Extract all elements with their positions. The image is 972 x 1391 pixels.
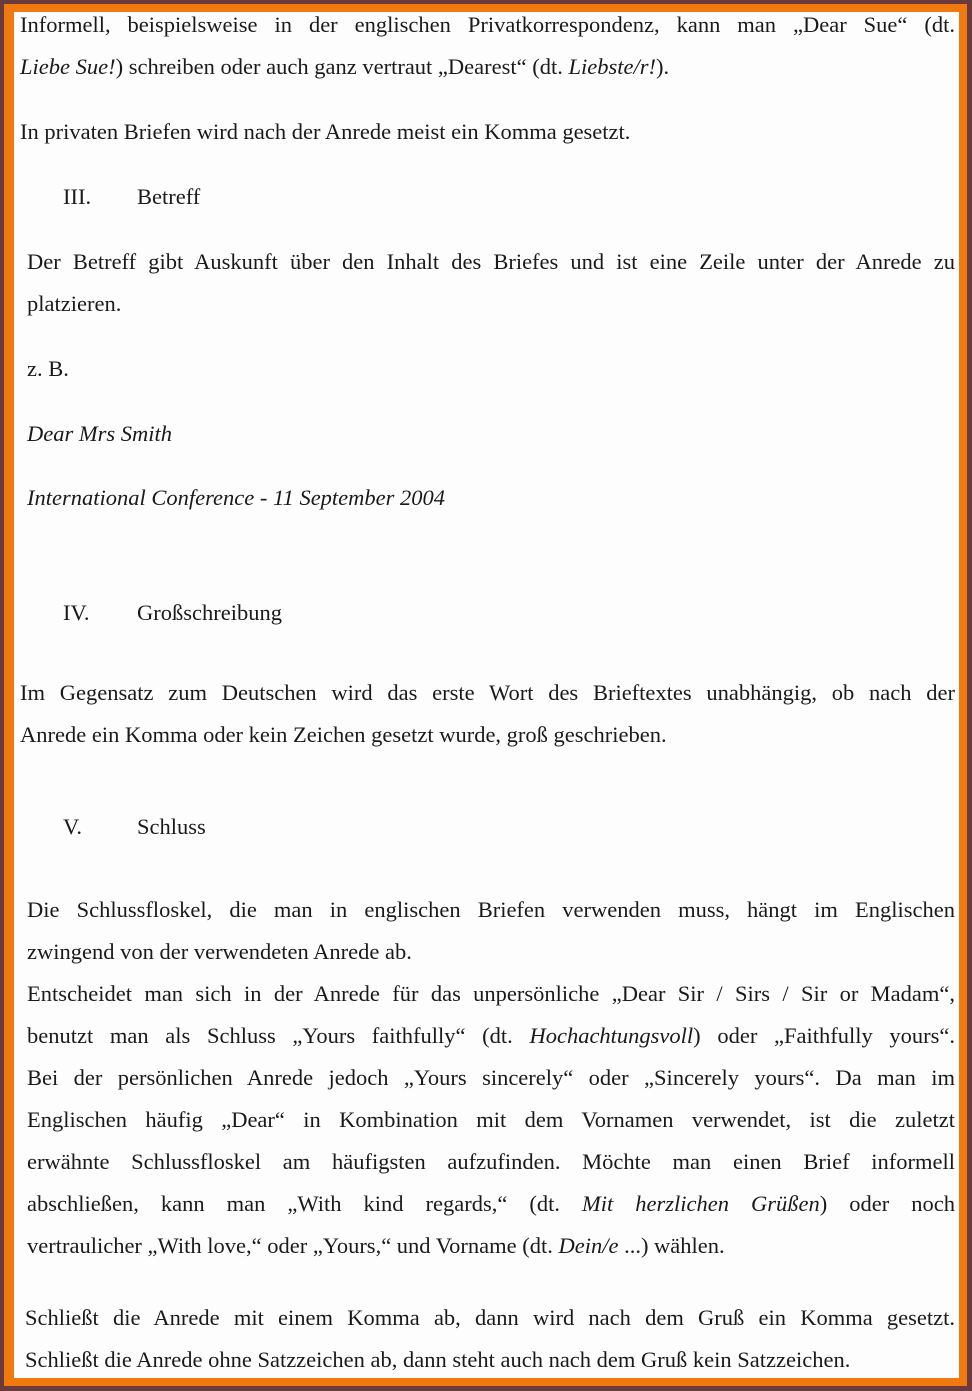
text: Der Betreff gibt Auskunft über den Inhalt des Briefes und ist eine Zeile unter der Anrede zu bbox=[27, 249, 955, 274]
text: Entscheidet man sich in der Anrede für das unpersönliche „Dear Sir / Sirs / Sir or Madam“, bbox=[27, 981, 955, 1006]
paragraph-line bbox=[27, 980, 955, 1008]
section-number bbox=[63, 813, 82, 841]
text: Anrede ein Komma oder kein Zeichen gesetzt wurde, groß geschrieben. bbox=[20, 722, 667, 747]
text: In privaten Briefen wird nach der Anrede meist ein Komma gesetzt. bbox=[20, 119, 631, 144]
paragraph-line bbox=[27, 938, 412, 966]
text: abschließen, kann man „With kind regards,“ (dt. bbox=[27, 1191, 582, 1216]
example-label bbox=[27, 355, 69, 383]
italic-text: Mit herzlichen Grüßen bbox=[581, 1191, 820, 1216]
text: Im Gegensatz zum Deutschen wird das erste Wort des Brieftextes unabhängig, ob nach der bbox=[20, 680, 955, 705]
text: IV. bbox=[63, 600, 90, 625]
italic-text: Dear Mrs Smith bbox=[27, 421, 172, 446]
paragraph-line bbox=[20, 11, 955, 39]
paragraph-line bbox=[27, 290, 121, 318]
italic-text: International Conference - 11 September 2004 bbox=[27, 485, 446, 510]
section-number bbox=[63, 599, 89, 627]
text: Großschreibung bbox=[137, 600, 282, 625]
paragraph-line bbox=[27, 1148, 955, 1176]
paragraph-line bbox=[25, 1346, 850, 1374]
paragraph-line bbox=[20, 721, 667, 749]
text: V. bbox=[63, 814, 82, 839]
text: benutzt man als Schluss „Yours faithfully“ (dt. bbox=[27, 1023, 530, 1048]
section-heading bbox=[137, 183, 200, 211]
example-line bbox=[27, 484, 445, 512]
text: ) oder noch bbox=[819, 1191, 956, 1216]
text: erwähnte Schlussfloskel am häufigsten aufzufinden. Möchte man einen Brief informell bbox=[27, 1149, 955, 1174]
paragraph-line bbox=[27, 1064, 955, 1092]
text: Schluss bbox=[137, 814, 206, 839]
text: Schließt die Anrede mit einem Komma ab, dann wird nach dem Gruß ein Komma gesetzt. bbox=[25, 1305, 955, 1330]
text: zwingend von der verwendeten Anrede ab. bbox=[27, 939, 412, 964]
text: vertraulicher „With love,“ oder „Yours,“ und Vorname (dt. bbox=[27, 1233, 559, 1258]
italic-text: Hochachtungsvoll bbox=[529, 1023, 694, 1048]
paragraph-line bbox=[27, 248, 955, 276]
section-number bbox=[63, 183, 91, 211]
paragraph-line bbox=[27, 1232, 725, 1260]
text: III. bbox=[63, 184, 92, 209]
example-line bbox=[27, 420, 172, 448]
paragraph-line bbox=[27, 1106, 955, 1134]
paragraph-line bbox=[20, 53, 669, 81]
paragraph-line bbox=[27, 1022, 955, 1050]
text: ). bbox=[655, 54, 670, 79]
text: ...) wählen. bbox=[618, 1233, 725, 1258]
text: z. B. bbox=[27, 356, 69, 381]
paragraph-line bbox=[20, 118, 630, 146]
text: platzieren. bbox=[27, 291, 122, 316]
paragraph-line bbox=[25, 1304, 955, 1332]
italic-text: Liebe Sue! bbox=[20, 54, 116, 79]
section-heading bbox=[137, 813, 206, 841]
section-heading bbox=[137, 599, 282, 627]
paragraph-line bbox=[20, 679, 955, 707]
paragraph-line bbox=[27, 896, 955, 924]
text: Betreff bbox=[137, 184, 201, 209]
text: Die Schlussfloskel, die man in englischen Briefen verwenden muss, hängt im Englischen bbox=[27, 897, 955, 922]
italic-text: Liebste/r! bbox=[568, 54, 656, 79]
text: Informell, beispielsweise in der englischen Privatkorrespondenz, kann man „Dear Sue“ (dt. bbox=[20, 12, 955, 37]
text: ) oder „Faithfully yours“. bbox=[693, 1023, 955, 1048]
text: Bei der persönlichen Anrede jedoch „Yours sincerely“ oder „Sincerely yours“. Da man im bbox=[27, 1065, 955, 1090]
text: Schließt die Anrede ohne Satzzeichen ab, dann steht auch nach dem Gruß kein Satzzeichen. bbox=[25, 1347, 851, 1372]
italic-text: Dein/e bbox=[558, 1233, 619, 1258]
text: Englischen häufig „Dear“ in Kombination mit dem Vornamen verwendet, ist die zuletzt bbox=[27, 1107, 955, 1132]
paragraph-line bbox=[27, 1190, 955, 1218]
text: ) schreiben oder auch ganz vertraut „Dearest“ (dt. bbox=[115, 54, 569, 79]
